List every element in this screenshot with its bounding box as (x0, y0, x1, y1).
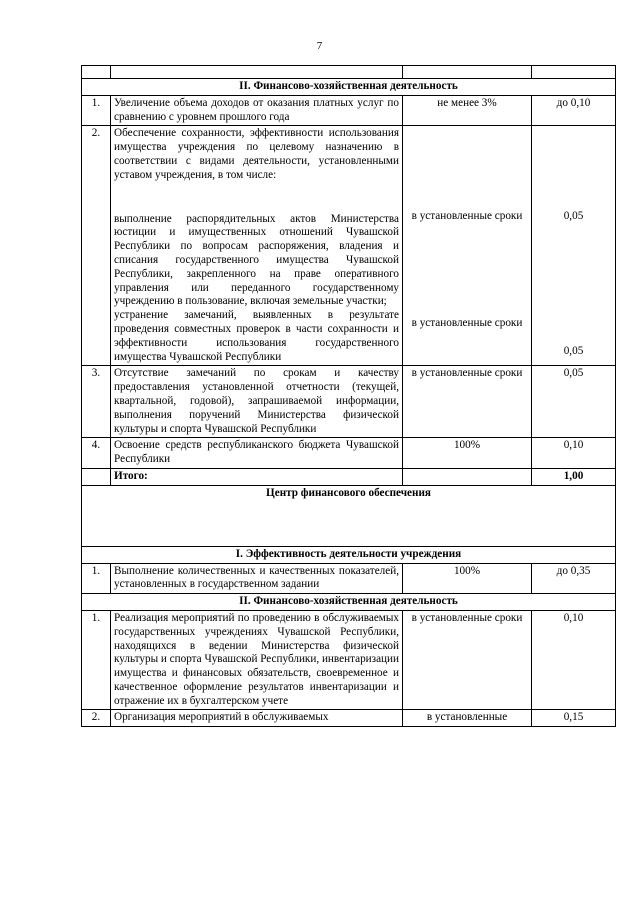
row-term: в установленные сроки (403, 610, 532, 710)
row-term-block (403, 126, 532, 366)
row-term: 100% (403, 438, 532, 469)
table-row (82, 610, 616, 710)
centre-title-row (82, 485, 616, 546)
total-label: Итого: (111, 468, 403, 485)
section-header-row (82, 79, 616, 96)
row-number: 2. (82, 710, 111, 727)
row-value: 0,05 (532, 366, 616, 438)
row-description: Реализация мероприятий по проведению в обслуживаемых государственных учреждениях Чувашской Республики, находящихся в ведении Министерства физической культуры и спорта Чувашской Республики, инвентаризации имущества и финансовых обязательств, своевременное и качественное оформление результатов инвентаризации и отражение их в бухгалтерском учете (111, 610, 403, 710)
criteria-table (81, 65, 616, 727)
section-title: II. Финансово-хозяйственная деятельность (82, 79, 616, 96)
row-description: Выполнение количественных и качественных показателей, установленных в государственном задании (111, 563, 403, 594)
row-term: 100% (403, 563, 532, 594)
row-number: 2. (82, 126, 111, 366)
row-description-block (111, 126, 403, 366)
row-description: Увеличение объема доходов от оказания платных услуг по сравнению с уровнем прошлого года (111, 95, 403, 126)
row-number: 1. (82, 563, 111, 594)
row-value: 0,15 (532, 710, 616, 727)
row-term: не менее 3% (403, 95, 532, 126)
sub-item-value: 0,05 (563, 210, 584, 223)
row-value: до 0,35 (532, 563, 616, 594)
section-title: I. Эффективность деятельности учреждения (82, 546, 616, 563)
row-description: Организация мероприятий в обслуживаемых (111, 710, 403, 727)
table-row (82, 710, 616, 727)
row-term: в установленные (403, 710, 532, 727)
table-row-blank (82, 66, 616, 79)
row-value: до 0,10 (532, 95, 616, 126)
sub-item-term: в установленные сроки (411, 317, 523, 330)
row-number: 3. (82, 366, 111, 438)
section-header-row (82, 594, 616, 611)
total-row (82, 468, 616, 485)
table-row (82, 95, 616, 126)
sub-item-description: устранение замечаний, выявленных в результате проведения совместных проверок в части сохранности и эффективности использования государственного имущества Чувашской Республики (114, 309, 399, 363)
row-description: Отсутствие замечаний по срокам и качеству предоставления установленной отчетности (текущей, квартальной, годовой), запрашиваемой информации, выполнения поручений Министерства физической культуры и спорта Чувашской Республики (111, 366, 403, 438)
table-row (82, 366, 616, 438)
row-description: Освоение средств республиканского бюджета Чувашской Республики (111, 438, 403, 469)
row-value: 0,10 (532, 438, 616, 469)
row-description: Обеспечение сохранности, эффективности использования имущества учреждения по целевому назначению в соответствии с видами деятельности, установленными уставом учреждения, в том числе: (114, 127, 399, 181)
section-header-row (82, 546, 616, 563)
page-number: 7 (316, 40, 323, 52)
centre-title: Центр финансового обеспечения (82, 485, 616, 546)
table-row (82, 438, 616, 469)
total-value: 1,00 (532, 468, 616, 485)
row-number: 4. (82, 438, 111, 469)
row-number: 1. (82, 95, 111, 126)
table-row (82, 126, 616, 366)
sub-item-description: выполнение распорядительных актов Министерства юстиции и имущественных отношений Чувашской Республики по вопросам распоряжения, владения и списания государственного имущества Чувашской Республики, закрепленного на праве оперативного управления или переданного государственному учреждению в пользование, включая земельные участки; (114, 212, 399, 308)
row-term: в установленные сроки (403, 366, 532, 438)
row-number: 1. (82, 610, 111, 710)
row-value-block (532, 126, 616, 366)
sub-item-value: 0,05 (563, 345, 584, 358)
row-value: 0,10 (532, 610, 616, 710)
sub-item-term: в установленные сроки (411, 210, 523, 223)
section-title: II. Финансово-хозяйственная деятельность (82, 594, 616, 611)
table-row (82, 563, 616, 594)
